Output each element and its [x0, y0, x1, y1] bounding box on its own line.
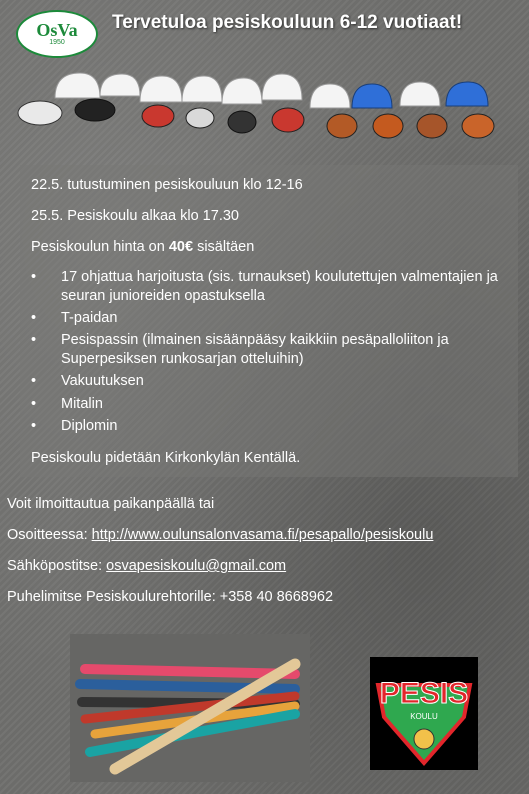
glove-icon: [228, 111, 256, 133]
glove-icon: [272, 108, 304, 132]
helmet-icon: [140, 76, 182, 102]
list-item: • Pesispassin (ilmainen sisäänpääsy kaikkiin pesäpalloliiton ja Superpesiksen runkosarjan otteluihin): [31, 331, 521, 369]
info-line-location: Pesiskoulu pidetään Kirkonkylän Kentällä.: [31, 450, 301, 466]
helmet-icon: [400, 82, 440, 106]
info-line-start: 25.5. Pesiskoulu alkaa klo 17.30: [31, 208, 239, 224]
email-link[interactable]: osvapesiskoulu@gmail.com: [106, 558, 287, 574]
logo-year: 1950: [49, 39, 65, 46]
helmet-icon: [310, 84, 350, 108]
email-line: [7, 558, 286, 574]
pesiskoulu-logo: [370, 657, 478, 770]
helmet-icon: [100, 74, 140, 96]
price-prefix: Pesiskoulun hinta on: [31, 239, 169, 255]
logo-text: OsVa: [36, 20, 78, 40]
list-item: • Diplomin: [31, 417, 521, 436]
price-value: 40€: [168, 239, 194, 255]
glove-icon: [142, 105, 174, 127]
helmet-icon: [182, 76, 222, 102]
list-item: • T-paidan: [31, 309, 521, 328]
pesis-logo-sub: KOULU: [410, 712, 438, 721]
phone-line: Puhelimitse Pesiskoulurehtorille: +358 40 8668962: [7, 589, 334, 605]
included-items-list: [31, 268, 521, 439]
helmet-icon: [222, 78, 262, 104]
glove-icon: [186, 108, 214, 128]
osva-logo: [16, 10, 98, 58]
bat-icon: [85, 669, 295, 674]
info-line-price: [31, 239, 254, 255]
helmets-gloves-image: [10, 68, 520, 148]
helmet-icon: [262, 74, 302, 100]
page-title: Tervetuloa pesiskouluun 6-12 vuotiaat!: [112, 12, 463, 33]
glove-icon: [373, 114, 403, 138]
email-label: Sähköpostitse:: [7, 558, 107, 574]
web-line: [7, 527, 433, 543]
list-item: • Mitalin: [31, 395, 521, 414]
web-label: Osoitteessa:: [7, 527, 92, 543]
register-text: Voit ilmoittautua paikanpäällä tai: [7, 496, 215, 512]
helmet-icon: [55, 73, 100, 98]
glove-icon: [417, 114, 447, 138]
info-line-tutustuminen: 22.5. tutustuminen pesiskouluun klo 12-16: [31, 177, 303, 193]
helmet-icon: [446, 82, 488, 106]
glove-icon: [18, 101, 62, 125]
glove-icon: [327, 114, 357, 138]
pesis-logo-word: PESIS: [379, 677, 469, 710]
glove-icon: [75, 99, 115, 121]
list-item: • Vakuutuksen: [31, 372, 521, 391]
website-link[interactable]: http://www.oulunsalonvasama.fi/pesapallo/pesiskoulu: [91, 527, 434, 543]
glove-icon: [462, 114, 494, 138]
ball-icon: [414, 729, 434, 749]
price-suffix: sisältäen: [193, 239, 255, 255]
bats-image: [70, 634, 310, 782]
helmet-icon: [352, 84, 392, 108]
list-item: • 17 ohjattua harjoitusta (sis. turnaukset) koulutettujen valmentajien ja seuran junioreiden opastuksella: [31, 268, 521, 306]
